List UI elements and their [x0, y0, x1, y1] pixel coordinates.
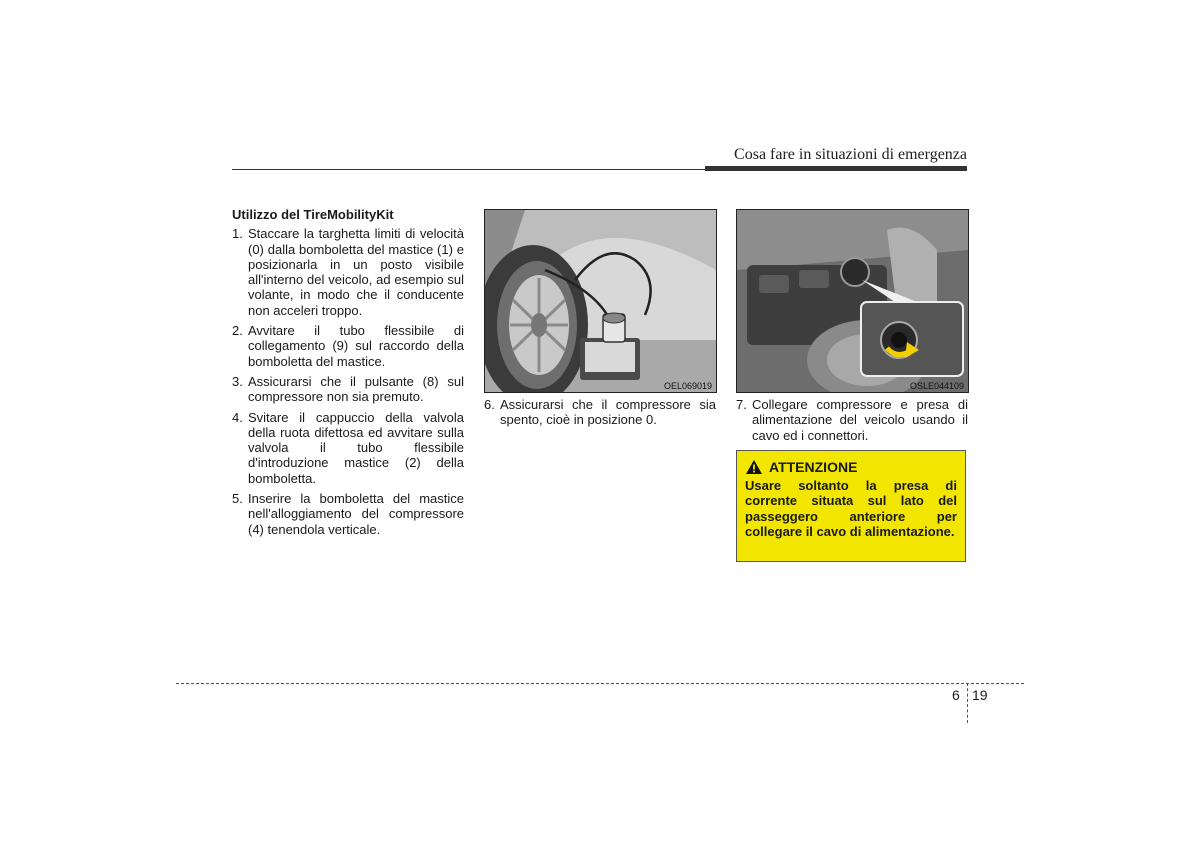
item-text: Collegare compressore e presa di alimentazione del veicolo usando il cavo ed i connettori. [752, 397, 968, 443]
item-text: Svitare il cappuccio della valvola della ruota difettosa ed avvitare sulla valvola il tubo flessibile d'introduzione mastice (2) della bomboletta. [248, 409, 464, 486]
item-text: Assicurarsi che il compressore sia spento, cioè in posizione 0. [500, 397, 716, 428]
list-item [232, 410, 464, 486]
list-item [484, 397, 716, 428]
item-text: Staccare la targhetta limiti di velocità (0) dalla bomboletta del mastice (1) e posizionarla in un posto visibile all'interno del veicolo, ad esempio sul volante, in modo che il conducente non acceleri troppo. [248, 226, 464, 318]
left-text-column [232, 207, 464, 542]
item-number: 1. [232, 226, 243, 242]
item-number: 2. [232, 323, 243, 339]
warning-header [745, 459, 957, 475]
warning-title: ATTENZIONE [769, 459, 858, 475]
section-number: 6 [952, 687, 960, 703]
power-socket-illustration [736, 209, 969, 393]
warning-text: Usare soltanto la presa di corrente situata sul lato del passeggero anteriore per collegare il cavo di alimentazione. [745, 478, 957, 539]
tire-compressor-illustration [484, 209, 717, 393]
right-caption [736, 397, 968, 443]
warning-triangle-icon [745, 459, 763, 475]
image-code: OSLE044109 [909, 381, 964, 391]
footer-rule [176, 683, 1024, 684]
footer-divider [967, 683, 968, 723]
middle-caption [484, 397, 716, 428]
list-item [232, 323, 464, 369]
header-rule-accent [705, 166, 967, 171]
item-number: 5. [232, 491, 243, 507]
item-text: Inserire la bomboletta del mastice nell'alloggiamento del compressore (4) tenendola verticale. [248, 491, 464, 537]
list-item [736, 397, 968, 443]
item-number: 7. [736, 397, 747, 412]
power-socket-drawing [737, 210, 968, 392]
list-item [232, 226, 464, 318]
page-number: 19 [972, 687, 988, 703]
item-text: Assicurarsi che il pulsante (8) sul compressore non sia premuto. [248, 373, 464, 405]
page-header-title: Cosa fare in situazioni di emergenza [734, 146, 967, 163]
tire-compressor-drawing [485, 210, 716, 392]
item-number: 4. [232, 409, 243, 425]
section-heading: Utilizzo del TireMobilityKit [232, 207, 394, 222]
item-text: Avvitare il tubo flessibile di collegamento (9) sul raccordo della bomboletta del mastice. [248, 323, 464, 369]
image-code: OEL069019 [663, 381, 712, 391]
warning-box [736, 450, 966, 562]
list-item [232, 374, 464, 405]
item-number: 6. [484, 397, 495, 412]
item-number: 3. [232, 373, 243, 389]
list-item [232, 491, 464, 537]
